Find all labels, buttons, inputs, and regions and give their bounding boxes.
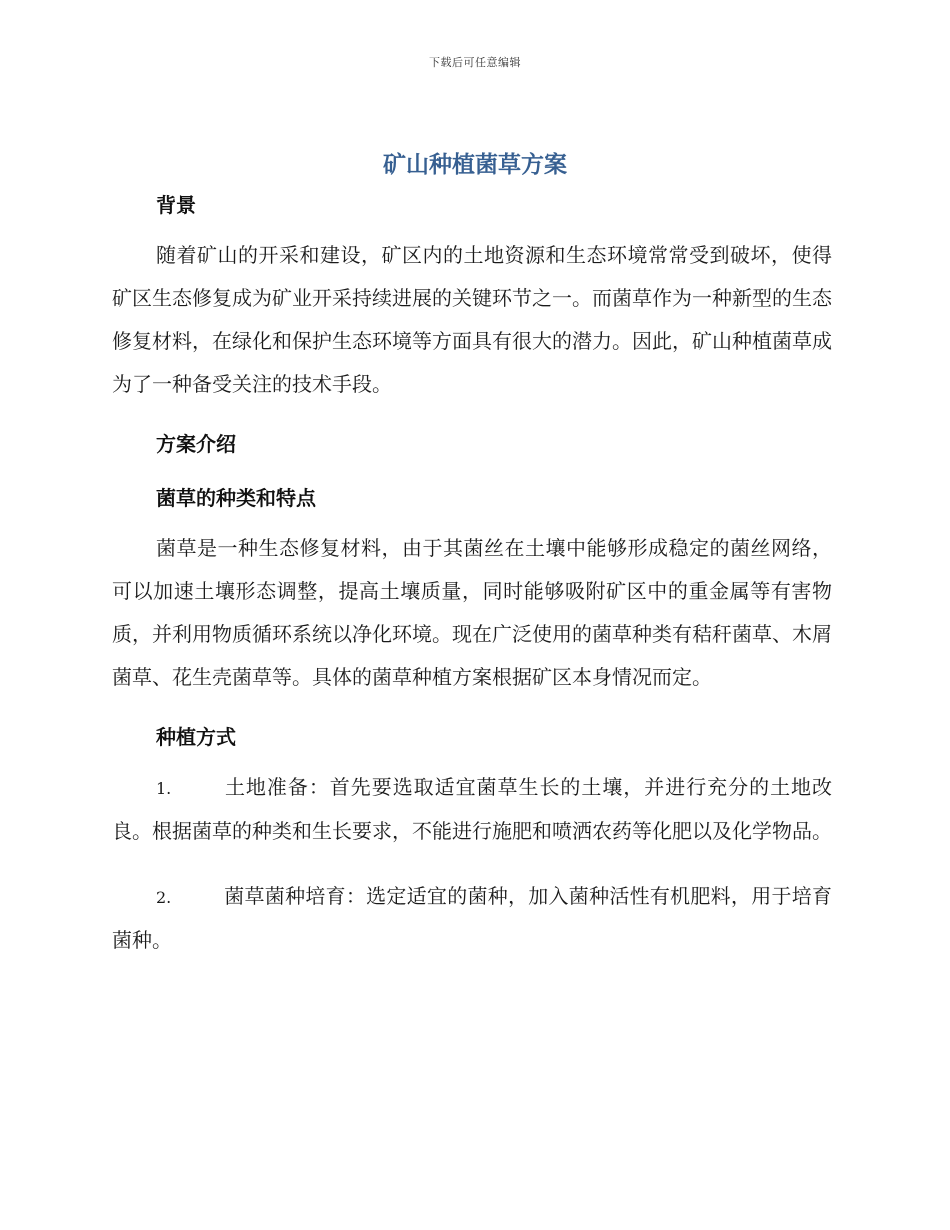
section-heading-method: 种植方式 bbox=[156, 725, 236, 749]
list-number: 2. bbox=[156, 888, 172, 907]
section-heading-background: 背景 bbox=[156, 193, 196, 217]
list-number: 1. bbox=[156, 779, 172, 798]
document-title: 矿山种植菌草方案 bbox=[383, 152, 567, 178]
document-body bbox=[112, 189, 832, 962]
header-note: 下载后可任意编辑 bbox=[429, 56, 521, 69]
list-item-step-2 bbox=[112, 875, 832, 962]
paragraph-types: 菌草是一种生态修复材料，由于其菌丝在土壤中能够形成稳定的菌丝网络，可以加速土壤形态调整，提高土壤质量，同时能够吸附矿区中的重金属等有害物质，并利用物质循环系统以净化环境。现在广泛使用的菌草种类有秸秆菌草、木屑菌草、花生壳菌草等。具体的菌草种植方案根据矿区本身情况而定。 bbox=[112, 536, 832, 689]
list-text: 土地准备：首先要选取适宜菌草生长的土壤，并进行充分的土地改良。根据菌草的种类和生长要求，不能进行施肥和喷洒农药等化肥以及化学物品。 bbox=[112, 775, 832, 843]
paragraph-background: 随着矿山的开采和建设，矿区内的土地资源和生态环境常常受到破坏，使得矿区生态修复成为矿业开采持续进展的关键环节之一。而菌草作为一种新型的生态修复材料，在绿化和保护生态环境等方面具有很大的潜力。因此，矿山种植菌草成为了一种备受关注的技术手段。 bbox=[112, 243, 832, 396]
list-item-step-1 bbox=[112, 766, 832, 853]
section-heading-plan: 方案介绍 bbox=[156, 432, 236, 456]
section-heading-types: 菌草的种类和特点 bbox=[156, 486, 316, 510]
list-text: 菌草菌种培育：选定适宜的菌种，加入菌种活性有机肥料，用于培育菌种。 bbox=[112, 884, 832, 952]
